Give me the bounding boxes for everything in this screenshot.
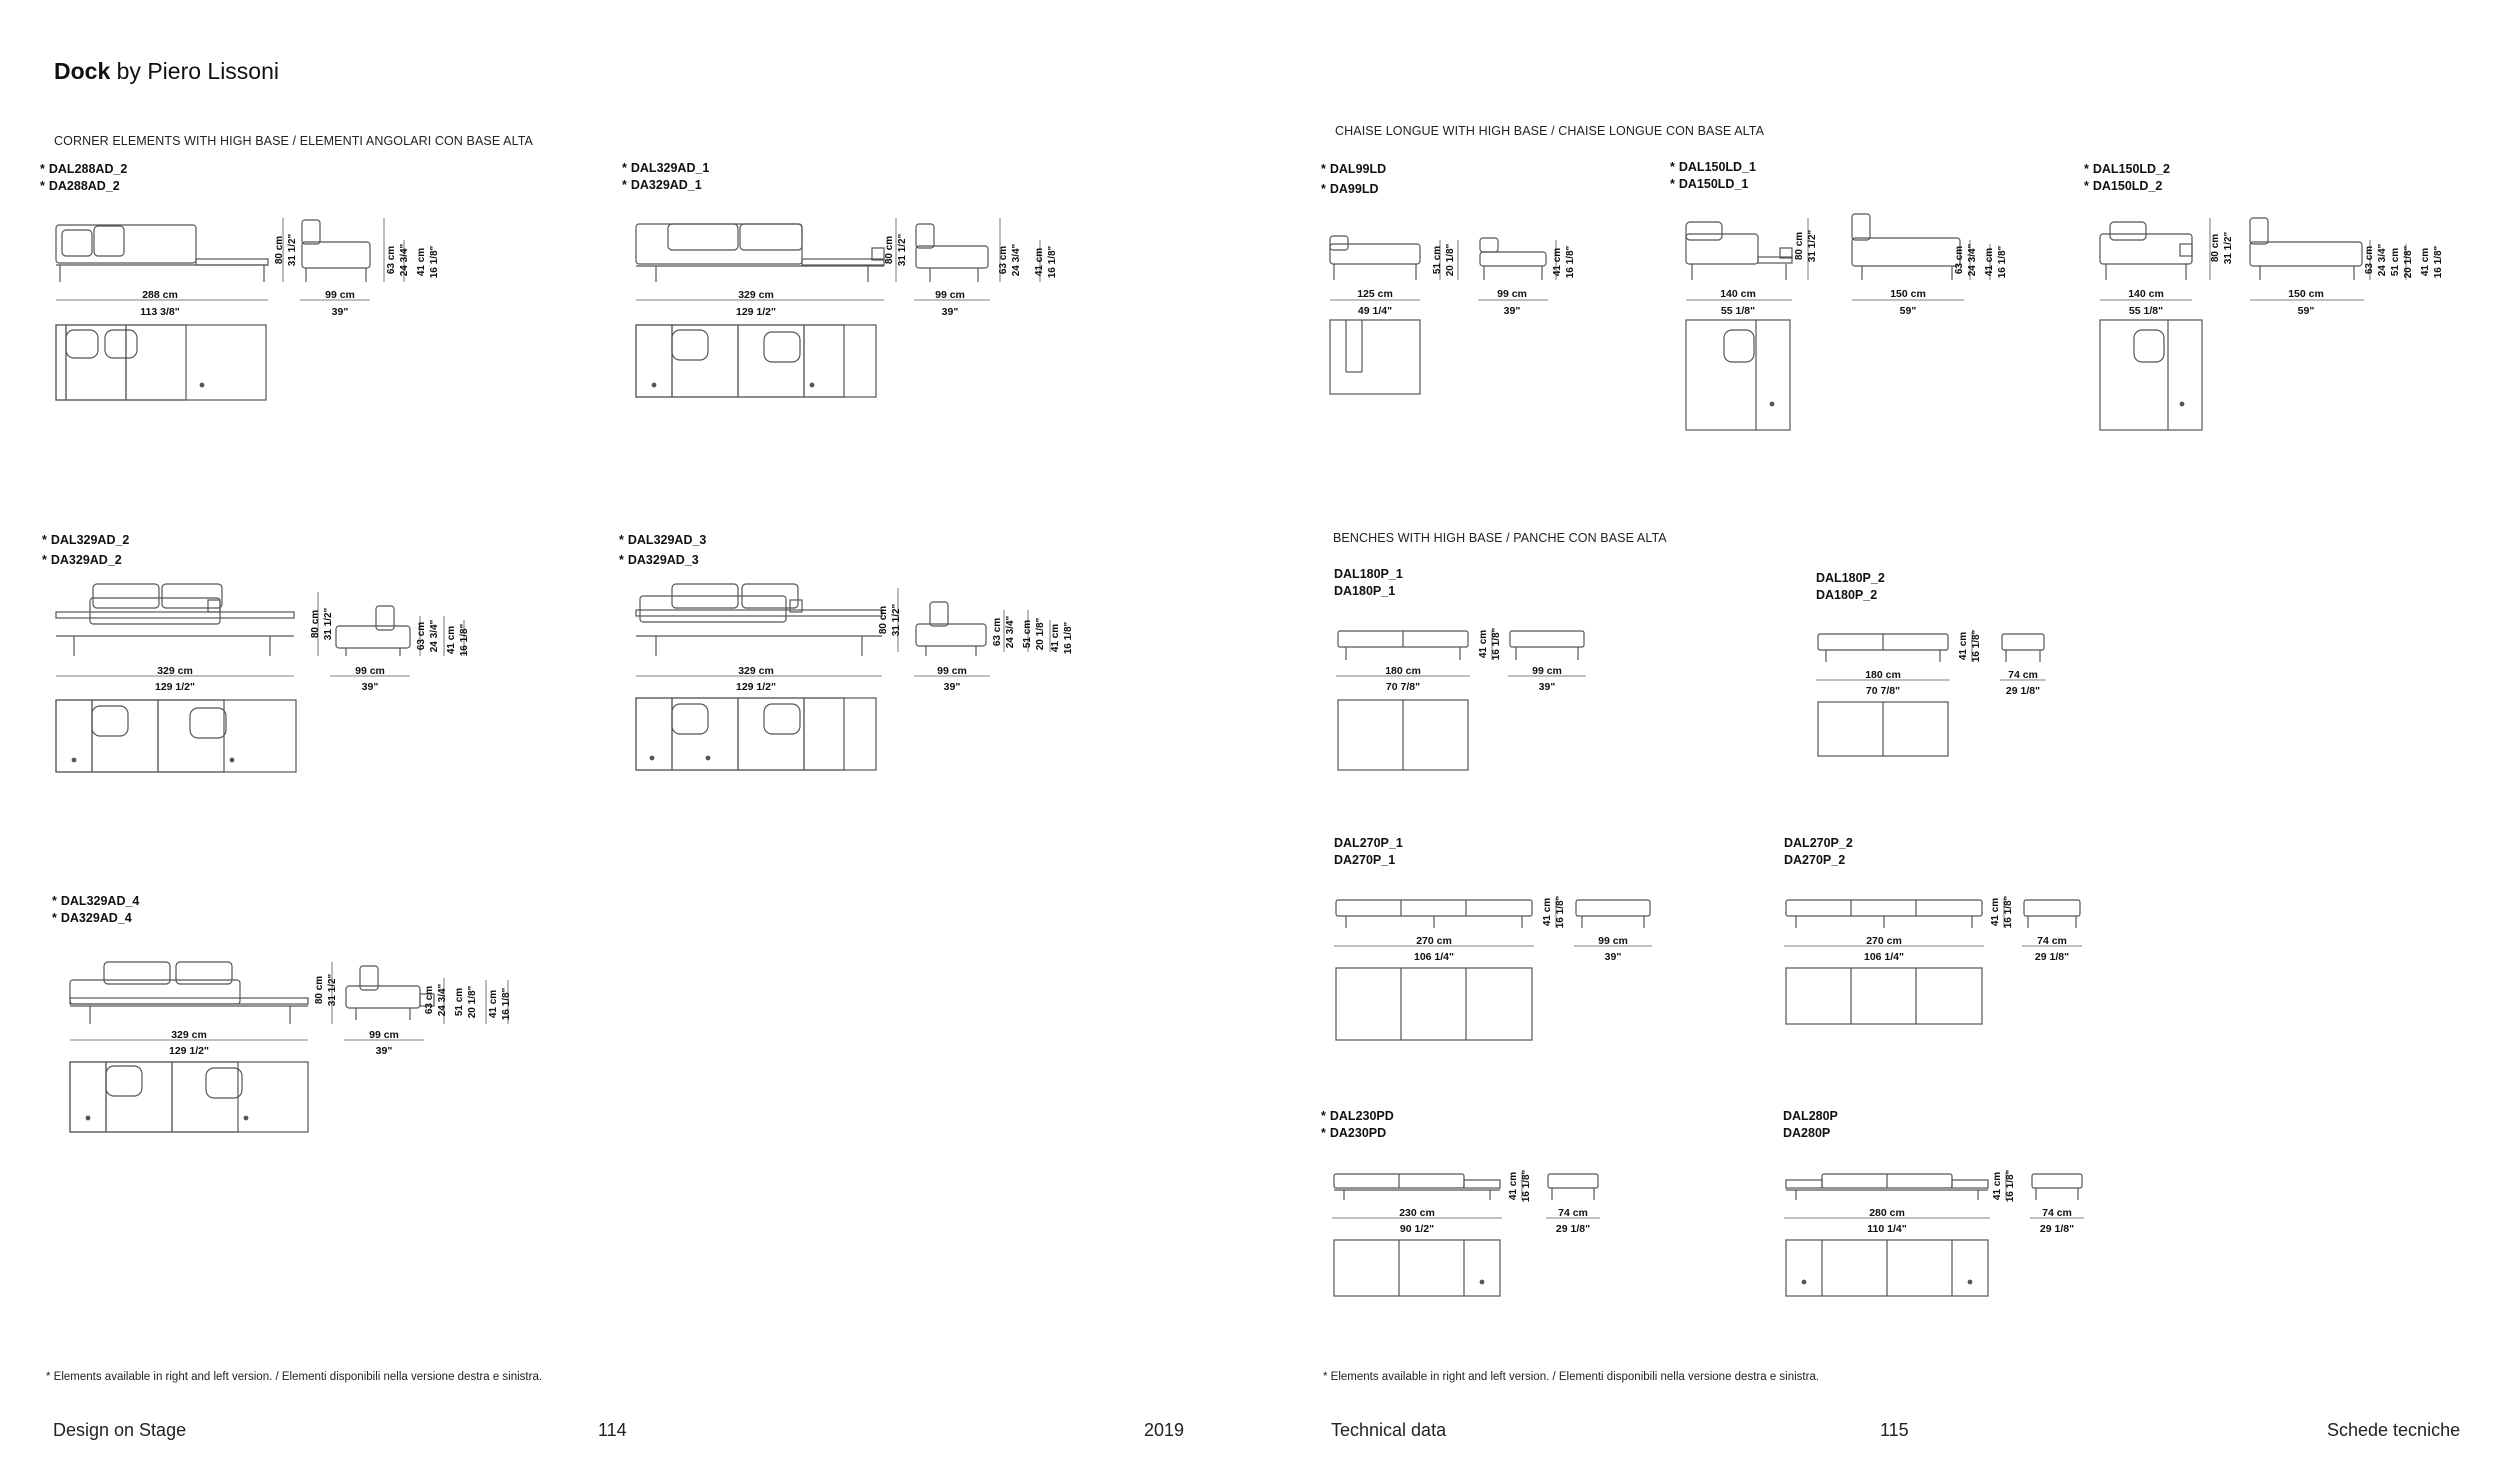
product-code-b2: DAL180P_2 DA180P_2 (1816, 571, 1885, 602)
dim-l3-height-in: 31 1/2" (2223, 231, 2234, 265)
dim-c2-seat-cm: 41 cm (1034, 247, 1045, 277)
dim-l3-arm-in: 24 3/4" (2377, 243, 2388, 277)
dim-b1-depth-cm: 99 cm (1532, 665, 1562, 677)
dim-c1-height-cm: 80 cm (274, 235, 285, 265)
dim-b6-depth-cm: 74 cm (2042, 1207, 2072, 1219)
drawing-b3 (1336, 897, 1650, 1040)
dim-l3-seat-in: 16 1/8" (2433, 245, 2444, 279)
dim-b6-seat-cm: 41 cm (1992, 1171, 2003, 1201)
dim-l3-depth-in: 59" (2297, 305, 2315, 317)
product-code-b1: DAL180P_1 DA180P_1 (1334, 567, 1403, 598)
drawing-l2 (1686, 214, 1960, 430)
dim-c5-back-in: 20 1/8" (467, 985, 478, 1019)
dim-l1-seat-cm: 41 cm (1552, 247, 1563, 277)
dim-b5-width-in: 90 1/2" (1399, 1223, 1435, 1235)
dim-b1-width-cm: 180 cm (1385, 665, 1421, 677)
dim-l1-seat-in: 16 1/8" (1565, 245, 1576, 279)
dim-l1-back-cm: 51 cm (1432, 245, 1443, 275)
dim-l1-back-in: 20 1/8" (1445, 243, 1456, 277)
dim-b6-width-in: 110 1/4" (1867, 1223, 1907, 1235)
footer-left-page-number: 114 (598, 1420, 627, 1440)
dim-b6-width-cm: 280 cm (1869, 1207, 1905, 1219)
dim-b5-depth-in: 29 1/8" (1555, 1223, 1591, 1235)
section-corner-elements: CORNER ELEMENTS WITH HIGH BASE / ELEMENTI ANGOLARI CON BASE ALTA (54, 134, 533, 148)
dim-b3-depth-in: 39" (1604, 951, 1622, 963)
dim-b1-seat-in: 16 1/8" (1491, 627, 1502, 661)
dim-l2-depth-cm: 150 cm (1890, 288, 1926, 300)
dim-b2-depth-cm: 74 cm (2008, 669, 2038, 681)
dim-c1-depth-cm: 99 cm (325, 289, 355, 301)
dim-l2-seat-in: 16 1/8" (1997, 245, 2008, 279)
dim-c1-width-in: 113 3/8" (140, 306, 180, 318)
dim-l1-depth-cm: 99 cm (1497, 288, 1527, 300)
dim-c2-width-cm: 329 cm (738, 289, 774, 301)
product-code-b6: DAL280P DA280P (1783, 1109, 1838, 1140)
dim-b1-width-in: 70 7/8" (1385, 681, 1421, 693)
dim-c4-height-cm: 80 cm (878, 605, 889, 635)
section-benches: BENCHES WITH HIGH BASE / PANCHE CON BASE ALTA (1333, 531, 1667, 545)
dim-c2-depth-cm: 99 cm (935, 289, 965, 301)
brand-name: Dock (54, 58, 111, 84)
product-code-b5: * DAL230PD * DA230PD (1321, 1109, 1394, 1140)
dim-c5-height-in: 31 1/2" (327, 973, 338, 1007)
dim-c3-seat-cm: 41 cm (446, 625, 457, 655)
dim-c1-arm-cm: 63 cm (386, 245, 397, 275)
dim-l3-height-cm: 80 cm (2210, 233, 2221, 263)
dim-b2-seat-cm: 41 cm (1958, 631, 1969, 661)
dim-c4-height-in: 31 1/2" (891, 603, 902, 637)
dim-c4-width-cm: 329 cm (738, 665, 774, 677)
dim-c5-width-in: 129 1/2" (168, 1045, 210, 1057)
dim-c2-height-in: 31 1/2" (897, 233, 908, 267)
dim-b3-depth-cm: 99 cm (1598, 935, 1628, 947)
dim-l2-width-in: 55 1/8" (1720, 305, 1756, 317)
dim-c1-depth-in: 39" (331, 306, 349, 318)
dim-l2-seat-cm: 41 cm (1984, 247, 1995, 277)
dim-c1-height-in: 31 1/2" (287, 233, 298, 267)
drawing-b5 (1334, 1171, 1598, 1296)
dim-c2-width-in: 129 1/2" (735, 306, 777, 318)
dim-c4-arm-cm: 63 cm (992, 617, 1003, 647)
dim-l3-width-cm: 140 cm (2128, 288, 2164, 300)
dim-b5-seat-cm: 41 cm (1508, 1171, 1519, 1201)
dim-b3-width-cm: 270 cm (1416, 935, 1452, 947)
drawing-c1 (56, 220, 370, 400)
product-code-c2: * DAL329AD_1 * DA329AD_1 (622, 161, 710, 192)
dim-b5-depth-cm: 74 cm (1558, 1207, 1588, 1219)
dim-c4-width-in: 129 1/2" (735, 681, 777, 693)
dim-l2-width-cm: 140 cm (1720, 288, 1756, 300)
dim-b6-depth-in: 29 1/8" (2039, 1223, 2075, 1235)
dim-c4-depth-in: 39" (943, 681, 961, 693)
dim-c5-depth-cm: 99 cm (369, 1029, 399, 1041)
drawing-b1 (1338, 631, 1584, 770)
dim-b5-width-cm: 230 cm (1399, 1207, 1435, 1219)
footnote-right: * Elements available in right and left version. / Elementi disponibili nella versione destra e sinistra. (1323, 1371, 1820, 1383)
product-code-l1: * DAL99LD * DA99LD (1321, 162, 1387, 196)
dim-l1-width-cm: 125 cm (1357, 288, 1393, 300)
dim-l3-depth-cm: 150 cm (2288, 288, 2324, 300)
product-code-l2: * DAL150LD_1 * DA150LD_1 (1670, 160, 1756, 191)
dim-l2-arm-cm: 63 cm (1954, 245, 1965, 275)
dim-b3-seat-cm: 41 cm (1542, 897, 1553, 927)
dim-b2-depth-in: 29 1/8" (2005, 685, 2041, 697)
dim-b4-depth-in: 29 1/8" (2034, 951, 2070, 963)
product-code-l3: * DAL150LD_2 * DA150LD_2 (2084, 162, 2170, 193)
dim-c5-seat-cm: 41 cm (488, 989, 499, 1019)
drawing-c3 (56, 584, 410, 772)
dim-b5-seat-in: 16 1/8" (1521, 1169, 1532, 1203)
dim-l3-back-in: 20 1/8" (2403, 245, 2414, 279)
dim-c4-back-cm: 51 cm (1022, 619, 1033, 649)
dim-c3-height-cm: 80 cm (310, 609, 321, 639)
dim-c3-width-in: 129 1/2" (154, 681, 196, 693)
dim-c3-seat-in: 16 1/8" (459, 623, 470, 657)
dim-b4-seat-cm: 41 cm (1990, 897, 2001, 927)
dim-c2-depth-in: 39" (941, 306, 959, 318)
dim-c2-seat-in: 16 1/8" (1047, 245, 1058, 279)
dim-c3-depth-cm: 99 cm (355, 665, 385, 677)
dim-b2-seat-in: 16 1/8" (1971, 629, 1982, 663)
drawing-b6 (1786, 1171, 2082, 1296)
dim-b4-width-cm: 270 cm (1866, 935, 1902, 947)
dim-l2-arm-in: 24 3/4" (1967, 243, 1978, 277)
drawing-c2 (636, 224, 988, 397)
dim-c5-arm-in: 24 3/4" (437, 983, 448, 1017)
dim-b4-depth-cm: 74 cm (2037, 935, 2067, 947)
dim-b4-seat-in: 16 1/8" (2003, 895, 2014, 929)
dim-b1-depth-in: 39" (1538, 681, 1556, 693)
footer-right-title: Schede tecniche (2327, 1420, 2461, 1440)
dim-b2-width-cm: 180 cm (1865, 669, 1901, 681)
dim-c5-width-cm: 329 cm (171, 1029, 207, 1041)
dim-c4-back-in: 20 1/8" (1035, 617, 1046, 651)
dim-l3-back-cm: 51 cm (2390, 247, 2401, 277)
dim-l1-width-in: 49 1/4" (1357, 305, 1393, 317)
dim-c3-depth-in: 39" (361, 681, 379, 693)
dim-c3-height-in: 31 1/2" (323, 607, 334, 641)
dim-c5-depth-in: 39" (375, 1045, 393, 1057)
dim-c1-arm-in: 24 3/4" (399, 243, 410, 277)
product-code-c4: * DAL329AD_3 * DA329AD_3 (619, 533, 707, 567)
dim-b3-width-in: 106 1/4" (1413, 951, 1455, 963)
designer-name: by Piero Lissoni (116, 58, 279, 84)
product-code-c5: * DAL329AD_4 * DA329AD_4 (52, 894, 140, 925)
dim-b6-seat-in: 16 1/8" (2005, 1169, 2016, 1203)
footer-left-label: Design on Stage (53, 1420, 187, 1440)
dim-c5-back-cm: 51 cm (454, 987, 465, 1017)
dim-c3-width-cm: 329 cm (157, 665, 193, 677)
dim-c2-arm-cm: 63 cm (998, 245, 1009, 275)
footer-right-label: Technical data (1331, 1420, 1447, 1440)
dim-c1-width-cm: 288 cm (142, 289, 178, 301)
dim-c5-seat-in: 16 1/8" (501, 987, 512, 1021)
dim-c4-seat-in: 16 1/8" (1063, 621, 1074, 655)
dim-b4-width-in: 106 1/4" (1863, 951, 1905, 963)
product-code-c3: * DAL329AD_2 * DA329AD_2 (42, 533, 130, 567)
dim-b3-seat-in: 16 1/8" (1555, 895, 1566, 929)
dim-b1-seat-cm: 41 cm (1478, 629, 1489, 659)
dim-c4-arm-in: 24 3/4" (1005, 615, 1016, 649)
dim-l1-depth-in: 39" (1503, 305, 1521, 317)
footer-year: 2019 (1144, 1420, 1185, 1440)
dim-c3-arm-cm: 63 cm (416, 621, 427, 651)
dim-c3-arm-in: 24 3/4" (429, 619, 440, 653)
dim-c5-height-cm: 80 cm (314, 975, 325, 1005)
section-chaise-longue: CHAISE LONGUE WITH HIGH BASE / CHAISE LONGUE CON BASE ALTA (1335, 124, 1765, 138)
drawing-c4 (636, 584, 986, 770)
dim-b2-width-in: 70 7/8" (1865, 685, 1901, 697)
dim-c2-height-cm: 80 cm (884, 235, 895, 265)
footnote-left: * Elements available in right and left version. / Elementi disponibili nella versione destra e sinistra. (46, 1371, 543, 1383)
dim-l2-depth-in: 59" (1899, 305, 1917, 317)
dim-l3-width-in: 55 1/8" (2128, 305, 2164, 317)
product-code-c1: * DAL288AD_2 * DA288AD_2 (40, 162, 128, 193)
dim-l2-height-in: 31 1/2" (1807, 229, 1818, 263)
dim-l3-arm-cm: 63 cm (2364, 245, 2375, 275)
product-code-b3: DAL270P_1 DA270P_1 (1334, 836, 1403, 867)
product-code-b4: DAL270P_2 DA270P_2 (1784, 836, 1853, 867)
dim-c1-seat-cm: 41 cm (416, 247, 427, 277)
dim-l3-seat-cm: 41 cm (2420, 247, 2431, 277)
dim-l2-height-cm: 80 cm (1794, 231, 1805, 261)
dim-c2-arm-in: 24 3/4" (1011, 243, 1022, 277)
dim-c4-seat-cm: 41 cm (1050, 623, 1061, 653)
dim-c1-seat-in: 16 1/8" (429, 245, 440, 279)
dim-c5-arm-cm: 63 cm (424, 985, 435, 1015)
footer-right-page-number: 115 (1880, 1420, 1909, 1440)
dim-c4-depth-cm: 99 cm (937, 665, 967, 677)
